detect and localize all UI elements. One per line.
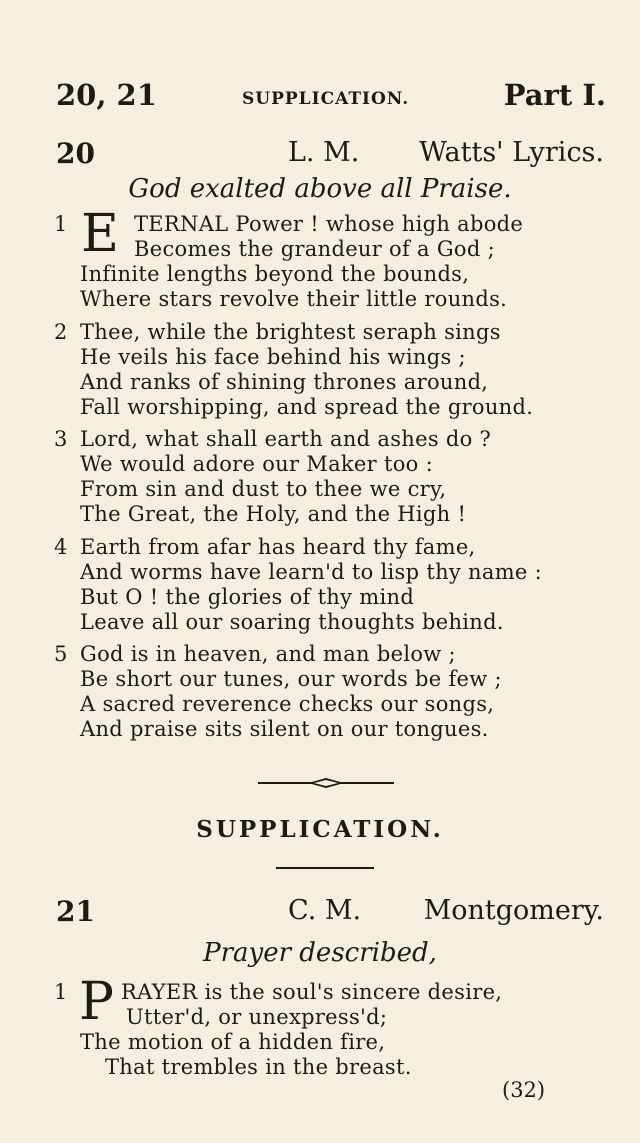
verse-line: And praise sits silent on our tongues. [80,717,489,741]
verse-line: And worms have learn'd to lisp thy name : [80,560,542,584]
verse-line: Fall worshipping, and spread the ground. [80,395,534,419]
hymn-21-title: Prayer described, [203,938,437,968]
verse-line: And ranks of shining thrones around, [80,370,489,394]
hymn-number: 21 [56,895,95,928]
ornamental-rule [256,775,396,791]
verse-line: RAYER is the soul's sincere desire, [121,980,503,1004]
hymn-number: 20 [56,137,95,170]
verse-line: God is in heaven, and man below ; [80,642,456,666]
verse-line: Utter'd, or unexpress'd; [126,1005,388,1029]
verse-number: 5 [54,642,68,666]
drop-cap: E [81,204,119,264]
verse-line: The Great, the Holy, and the High ! [80,502,467,526]
verse-line: From sin and dust to thee we cry, [80,477,447,501]
hymn-author: Montgomery. [423,895,604,926]
running-title: SUPPLICATION. [242,89,410,109]
hymn-meter: C. M. [288,895,362,926]
section-rule [276,867,374,869]
verse-line: Becomes the grandeur of a God ; [134,237,495,261]
verse-line: He veils his face behind his wings ; [80,345,466,369]
verse-line: Lord, what shall earth and ashes do ? [80,427,492,451]
verse-number: 3 [54,427,68,451]
folio-number: (32) [502,1078,546,1102]
verse-line: Where stars revolve their little rounds. [80,287,508,311]
hymn-author: Watts' Lyrics. [419,137,604,168]
hymn-20-heading [56,137,604,173]
verse-number: 1 [54,980,68,1004]
verse-number: 1 [54,212,68,236]
page-numbers: 20, 21 [56,78,157,112]
hymn-20-title: God exalted above all Praise. [128,174,512,204]
verse-number: 4 [54,535,68,559]
verse-line: Infinite lengths beyond the bounds, [80,262,470,286]
section-title: SUPPLICATION. [196,816,444,843]
verse-line: Be short our tunes, our words be few ; [80,667,502,691]
verse-line: The motion of a hidden fire, [80,1030,386,1054]
hymn-meter: L. M. [288,137,360,168]
verse-line: A sacred reverence checks our songs, [80,692,495,716]
verse-number: 2 [54,320,68,344]
hymn-21-heading [56,895,604,931]
part-label: Part I. [503,78,606,112]
verse-line: But O ! the glories of thy mind [80,585,415,609]
verse-line: That trembles in the breast. [105,1055,412,1079]
drop-cap: P [79,972,114,1032]
verse-line: We would adore our Maker too : [80,452,433,476]
verse-line: Earth from afar has heard thy fame, [80,535,476,559]
verse-line: TERNAL Power ! whose high abode [134,212,524,236]
page-header [56,78,606,118]
verse-line: Thee, while the brightest seraph sings [80,320,501,344]
verse-line: Leave all our soaring thoughts behind. [80,610,504,634]
